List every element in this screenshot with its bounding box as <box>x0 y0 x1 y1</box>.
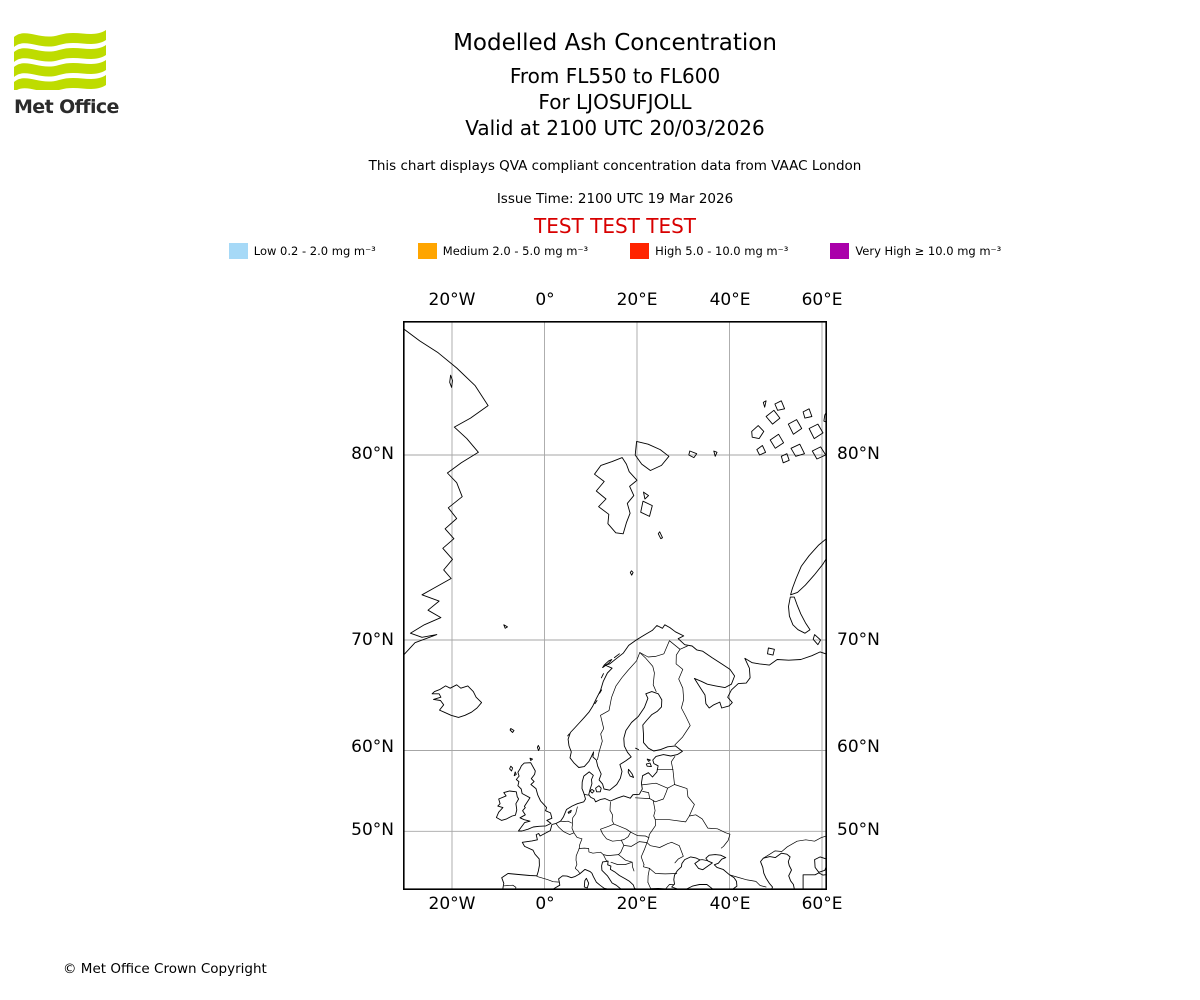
volcano-name: For LJOSUFJOLL <box>538 90 692 114</box>
axis-label-lon-top: 40°E <box>709 290 751 310</box>
axis-label-lon-bottom: 20°W <box>428 894 476 914</box>
coastline <box>502 625 827 890</box>
axis-label-lon-top: 20°E <box>616 290 658 310</box>
coastline <box>644 492 649 499</box>
coastline <box>537 745 539 750</box>
country-border <box>621 832 630 840</box>
legend-label: High 5.0 - 10.0 mg m⁻³ <box>655 244 789 258</box>
coastline <box>514 772 516 776</box>
legend-item <box>630 243 788 259</box>
axis-label-lat-left: 70°N <box>351 630 394 650</box>
coastline <box>714 451 717 456</box>
coastline <box>628 769 633 777</box>
country-border <box>643 791 650 798</box>
country-border <box>653 788 667 802</box>
coastline <box>815 857 827 872</box>
country-border <box>648 868 650 882</box>
axis-label-lon-top: 20°W <box>428 290 476 310</box>
country-border <box>584 794 588 795</box>
coastline <box>510 766 513 771</box>
coastline <box>766 410 780 424</box>
valid-time: Valid at 2100 UTC 20/03/2026 <box>465 116 765 140</box>
test-banner: TEST TEST TEST <box>533 214 696 238</box>
met-office-logo-text: Met Office <box>14 96 119 118</box>
country-border <box>619 855 635 871</box>
country-border <box>647 842 672 847</box>
coastline <box>584 878 588 888</box>
axis-label-lon-bottom: 60°E <box>801 894 843 914</box>
coastline <box>775 401 785 411</box>
axis-label-lat-right: 50°N <box>837 820 880 840</box>
country-border <box>601 824 622 841</box>
coastline <box>403 328 488 655</box>
coastline <box>689 451 697 458</box>
coastline <box>763 401 766 407</box>
coastline <box>658 532 662 539</box>
legend-label: Medium 2.0 - 5.0 mg m⁻³ <box>442 244 589 258</box>
country-border <box>675 785 695 817</box>
legend-label: Very High ≥ 10.0 mg m⁻³ <box>855 244 1002 258</box>
country-border <box>640 641 688 657</box>
country-border <box>655 816 689 822</box>
country-border <box>673 770 675 785</box>
legend-swatch <box>229 243 248 259</box>
country-border <box>561 821 572 823</box>
country-border <box>649 801 656 838</box>
compliance-note: This chart displays QVA compliant concentration data from VAAC London <box>368 158 862 174</box>
axis-label-lat-right: 70°N <box>837 630 880 650</box>
coastline <box>791 538 827 595</box>
copyright: © Met Office Crown Copyright <box>63 961 267 977</box>
coastline <box>636 748 639 749</box>
coastline <box>630 571 633 575</box>
coastline <box>496 791 518 820</box>
coastline <box>510 729 514 733</box>
coastline <box>568 810 571 813</box>
coastline <box>788 420 801 435</box>
country-border <box>700 860 707 861</box>
page-title: Modelled Ash Concentration <box>453 30 777 56</box>
coastline <box>791 444 805 456</box>
coastline <box>789 597 811 633</box>
coastline <box>595 458 638 534</box>
legend-item <box>229 243 376 259</box>
map <box>403 321 827 890</box>
map-area <box>403 321 827 890</box>
legend-label: Low 0.2 - 2.0 mg m⁻³ <box>253 244 376 258</box>
country-border <box>648 882 674 889</box>
country-border <box>598 653 640 760</box>
axis-label-lat-left: 60°N <box>351 737 394 757</box>
country-border <box>730 875 767 887</box>
issue-time: Issue Time: 2100 UTC 19 Mar 2026 <box>496 191 734 207</box>
country-border <box>763 836 827 859</box>
country-border <box>579 848 618 856</box>
coastline <box>432 685 482 718</box>
country-border <box>556 824 574 835</box>
axis-label-lat-right: 80°N <box>837 444 880 464</box>
country-border <box>672 842 684 863</box>
country-border <box>610 802 614 824</box>
country-border <box>642 783 675 788</box>
coastline <box>752 426 764 439</box>
axis-label-lon-top: 0° <box>535 290 555 310</box>
country-border <box>537 876 559 882</box>
coastline <box>757 446 766 456</box>
legend <box>30 243 1200 259</box>
legend-swatch <box>830 243 849 259</box>
axis-label-lon-bottom: 40°E <box>709 894 751 914</box>
coastline <box>516 763 552 831</box>
legend-swatch <box>630 243 649 259</box>
coastline <box>530 758 533 760</box>
country-border <box>671 756 675 769</box>
coastline <box>809 424 823 439</box>
country-border <box>641 843 647 865</box>
flight-level-range: From FL550 to FL600 <box>509 64 721 88</box>
legend-item <box>830 243 1001 259</box>
coastline <box>803 873 827 890</box>
country-border <box>640 653 656 692</box>
country-border <box>619 840 624 854</box>
coastline <box>601 674 603 678</box>
country-border <box>675 649 690 745</box>
coastline <box>602 861 635 890</box>
coastline <box>596 786 602 792</box>
axis-label-lat-right: 60°N <box>837 737 880 757</box>
country-border <box>635 798 653 801</box>
coastline <box>761 853 795 890</box>
legend-item <box>418 243 588 259</box>
coastline <box>641 501 653 516</box>
axis-label-lat-left: 50°N <box>351 820 394 840</box>
coastline <box>812 447 825 459</box>
country-border <box>624 838 649 847</box>
axis-label-lat-left: 80°N <box>351 444 394 464</box>
legend-swatch <box>418 243 437 259</box>
coastline <box>768 648 775 655</box>
country-border <box>572 807 582 849</box>
country-border <box>611 862 632 864</box>
axis-label-lon-bottom: 20°E <box>616 894 658 914</box>
axis-label-lon-bottom: 0° <box>535 894 555 914</box>
coastline <box>590 789 594 793</box>
coastline <box>646 763 651 767</box>
axis-label-lon-top: 60°E <box>801 290 843 310</box>
coastline <box>504 625 508 629</box>
coastline <box>803 409 812 418</box>
coastline <box>635 441 669 470</box>
country-border <box>575 849 579 874</box>
map-frame <box>404 322 826 889</box>
coastline <box>647 759 650 761</box>
coastline <box>770 434 783 448</box>
